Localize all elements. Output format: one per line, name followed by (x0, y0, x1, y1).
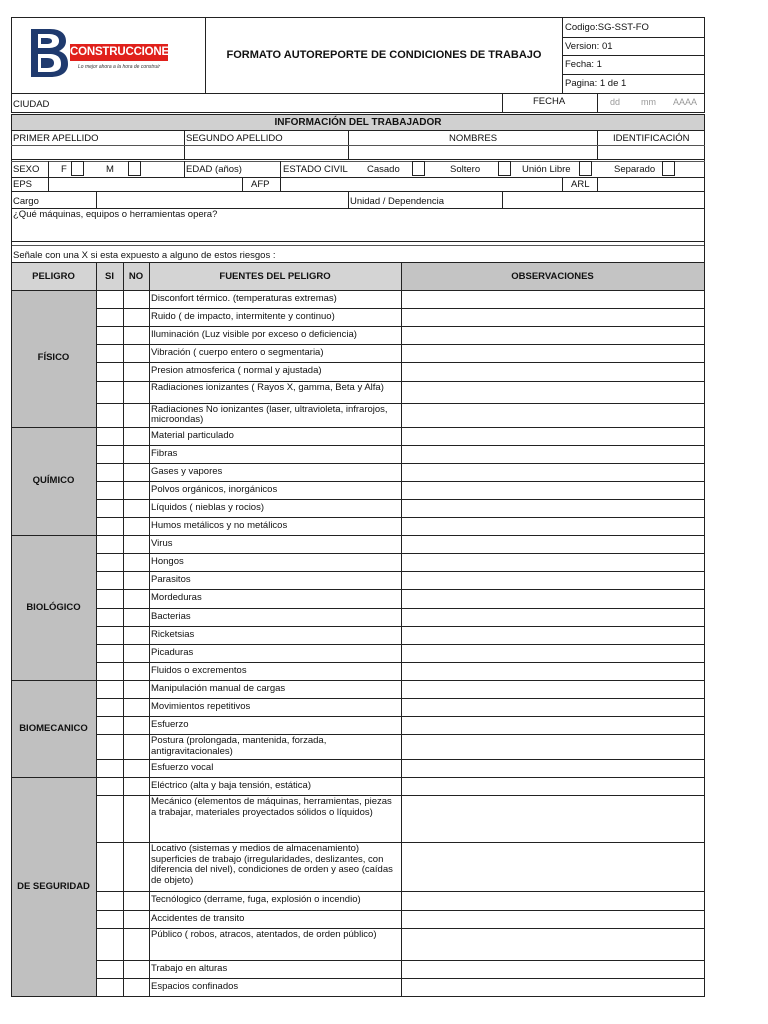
no-cell[interactable] (125, 761, 148, 776)
si-cell[interactable] (98, 519, 122, 534)
casado-label: Casado (367, 164, 400, 175)
segundo-apellido-label: SEGUNDO APELLIDO (186, 133, 283, 144)
no-cell[interactable] (125, 962, 148, 977)
date-year[interactable]: AAAA (673, 97, 698, 107)
observaciones-cell[interactable] (403, 383, 703, 402)
observaciones-cell[interactable] (403, 447, 703, 462)
no-cell[interactable] (125, 447, 148, 462)
no-cell[interactable] (125, 555, 148, 570)
risk-source: Parasitos (151, 574, 191, 586)
category-label: FÍSICO (37, 352, 70, 364)
risk-source: Ricketsias (151, 628, 195, 640)
no-cell[interactable] (125, 310, 148, 325)
header-peligro: PELIGRO (32, 271, 75, 282)
risk-source: Polvos orgánicos, inorgánicos (151, 483, 278, 495)
risk-source: Gases y vapores (151, 465, 223, 477)
observaciones-cell[interactable] (403, 364, 703, 379)
no-cell[interactable] (125, 519, 148, 534)
no-cell[interactable] (125, 483, 148, 498)
no-cell[interactable] (125, 328, 148, 343)
risk-source: Manipulación manual de cargas (151, 682, 286, 694)
observaciones-cell[interactable] (403, 893, 703, 908)
no-cell[interactable] (125, 980, 148, 995)
risk-source: Trabajo en alturas (151, 962, 228, 974)
sexo-m-label: M (106, 164, 114, 175)
header-no: NO (128, 271, 144, 282)
no-cell[interactable] (125, 912, 148, 927)
si-cell[interactable] (98, 405, 122, 426)
logo-slogan: Lo mejor ahora a la hora de construir (78, 64, 160, 70)
observaciones-cell[interactable] (403, 405, 703, 426)
sexo-label: SEXO (13, 164, 40, 175)
observaciones-cell[interactable] (403, 718, 703, 733)
si-cell[interactable] (98, 610, 122, 625)
si-cell[interactable] (98, 664, 122, 679)
si-cell[interactable] (98, 447, 122, 462)
no-cell[interactable] (125, 779, 148, 794)
no-cell[interactable] (125, 718, 148, 733)
risk-source: Postura (prolongada, mantenida, forzada, antigravitacionales) (151, 735, 327, 757)
observaciones-cell[interactable] (403, 537, 703, 552)
doc-date: Fecha: 1 (565, 59, 602, 70)
header-observaciones: OBSERVACIONES (511, 271, 594, 282)
observaciones-cell[interactable] (403, 700, 703, 715)
no-cell[interactable] (125, 700, 148, 715)
risk-source: Hongos (151, 556, 184, 568)
no-cell[interactable] (125, 383, 148, 402)
risk-source: Esfuerzo (151, 719, 189, 731)
maquinas-label: ¿Qué máquinas, equipos o herramientas opera? (13, 209, 218, 220)
identificacion-label: IDENTIFICACIÓN (613, 133, 690, 144)
si-cell[interactable] (98, 797, 122, 841)
si-cell[interactable] (98, 537, 122, 552)
si-cell[interactable] (98, 646, 122, 661)
form-title: FORMATO AUTOREPORTE DE CONDICIONES DE TRABAJO (226, 49, 542, 61)
si-cell[interactable] (98, 383, 122, 402)
no-cell[interactable] (125, 501, 148, 516)
si-cell[interactable] (98, 591, 122, 606)
si-cell[interactable] (98, 465, 122, 480)
observaciones-cell[interactable] (403, 761, 703, 776)
arl-label: ARL (571, 179, 590, 190)
si-cell[interactable] (98, 310, 122, 325)
observaciones-cell[interactable] (403, 328, 703, 343)
risk-source: Radiaciones No ionizantes (laser, ultravioleta, infrarojos, microondas) (151, 403, 388, 425)
no-cell[interactable] (125, 537, 148, 552)
sexo-f-label: F (61, 164, 67, 175)
risk-source: Radiaciones ionizantes ( Rayos X, gamma, Beta y Alfa) (151, 381, 384, 393)
risk-source: Movimientos repetitivos (151, 701, 251, 712)
si-cell[interactable] (98, 844, 122, 890)
observaciones-cell[interactable] (403, 573, 703, 588)
observaciones-cell[interactable] (403, 555, 703, 570)
date-month[interactable]: mm (641, 97, 656, 107)
edad-label: EDAD (años) (186, 164, 242, 175)
no-cell[interactable] (125, 646, 148, 661)
observaciones-cell[interactable] (403, 980, 703, 995)
observaciones-cell[interactable] (403, 465, 703, 480)
observaciones-cell[interactable] (403, 682, 703, 697)
no-cell[interactable] (125, 797, 148, 841)
no-cell[interactable] (125, 682, 148, 697)
observaciones-cell[interactable] (403, 591, 703, 606)
observaciones-cell[interactable] (403, 628, 703, 643)
no-cell[interactable] (125, 346, 148, 361)
header-si: SI (105, 271, 114, 282)
estado-civil-label: ESTADO CIVIL (283, 164, 348, 175)
observaciones-cell[interactable] (403, 797, 703, 841)
fecha-label: FECHA (533, 96, 566, 107)
risk-source: Esfuerzo vocal (151, 762, 214, 774)
eps-label: EPS (13, 179, 33, 190)
si-cell[interactable] (98, 718, 122, 733)
si-cell[interactable] (98, 930, 122, 959)
si-cell[interactable] (98, 364, 122, 379)
risk-source: Vibración ( cuerpo entero o segmentaria) (151, 347, 324, 359)
primer-apellido-label: PRIMER APELLIDO (13, 133, 99, 144)
risk-source: Eléctrico (alta y baja tensión, estática) (151, 780, 311, 792)
si-cell[interactable] (98, 912, 122, 927)
risk-source: Disconfort térmico. (temperaturas extremas) (151, 293, 337, 304)
afp-label: AFP (251, 179, 270, 190)
observaciones-cell[interactable] (403, 736, 703, 758)
no-cell[interactable] (125, 573, 148, 588)
soltero-checkbox[interactable] (498, 161, 511, 176)
risk-source: Fluidos o excrementos (151, 664, 247, 676)
observaciones-cell[interactable] (403, 519, 703, 534)
header-fuentes: FUENTES DEL PELIGRO (219, 271, 331, 282)
no-cell[interactable] (125, 429, 148, 444)
si-cell[interactable] (98, 761, 122, 776)
observaciones-cell[interactable] (403, 962, 703, 977)
no-cell[interactable] (125, 610, 148, 625)
union-libre-checkbox[interactable] (579, 161, 592, 176)
category-label: BIOMECANICO (19, 722, 88, 734)
risk-source: Mecánico (elementos de máquinas, herramientas, piezas a trabajar, materiales proyectados sólidos o líquidos) (151, 796, 392, 818)
doc-code: Codigo:SG-SST-FO (565, 22, 649, 33)
observaciones-cell[interactable] (403, 310, 703, 325)
si-cell[interactable] (98, 962, 122, 977)
si-cell[interactable] (98, 328, 122, 343)
risk-source: Bacterias (151, 610, 191, 622)
no-cell[interactable] (125, 292, 148, 307)
risk-source: Presion atmosferica ( normal y ajustada) (151, 365, 322, 377)
si-cell[interactable] (98, 429, 122, 444)
si-cell[interactable] (98, 628, 122, 643)
observaciones-cell[interactable] (403, 844, 703, 890)
risk-source: Fibras (151, 447, 178, 459)
worker-section-title: INFORMACIÓN DEL TRABAJADOR (274, 117, 442, 128)
casado-checkbox[interactable] (412, 161, 425, 176)
risk-source: Ruido ( de impacto, intermitente y continuo) (151, 311, 335, 323)
si-cell[interactable] (98, 893, 122, 908)
doc-version: Version: 01 (565, 41, 613, 52)
si-cell[interactable] (98, 573, 122, 588)
risk-source: Picaduras (151, 646, 194, 658)
date-day[interactable]: dd (610, 97, 621, 107)
logo-b-mark (28, 27, 70, 79)
risk-source: Accidentes de transito (151, 912, 245, 924)
no-cell[interactable] (125, 930, 148, 959)
no-cell[interactable] (125, 465, 148, 480)
risk-source: Público ( robos, atracos, atentados, de orden público) (151, 928, 377, 940)
observaciones-cell[interactable] (403, 779, 703, 794)
observaciones-cell[interactable] (403, 346, 703, 361)
ciudad-label: CIUDAD (13, 99, 50, 110)
observaciones-cell[interactable] (403, 664, 703, 679)
nombres-label: NOMBRES (449, 133, 498, 144)
risk-source: Virus (151, 538, 173, 550)
observaciones-cell[interactable] (403, 483, 703, 498)
risk-source: Material particulado (151, 429, 234, 441)
si-cell[interactable] (98, 779, 122, 794)
si-cell[interactable] (98, 501, 122, 516)
risk-source: Humos metálicos y no metálicos (151, 520, 288, 531)
si-cell[interactable] (98, 346, 122, 361)
no-cell[interactable] (125, 664, 148, 679)
no-cell[interactable] (125, 628, 148, 643)
risk-source: Tecnólogico (derrame, fuga, explosión o incendio) (151, 894, 361, 906)
risks-instruction: Señale con una X si esta expuesto a alguno de estos riesgos : (13, 250, 276, 261)
risk-source: Espacios confinados (151, 980, 239, 992)
separado-checkbox[interactable] (662, 161, 675, 176)
logo-name: CONSTRUCCIONES (70, 44, 168, 61)
risk-source: Locativo (sistemas y medios de almacenamiento) superficies de trabajo (irregularidades, deslizantes, con diferencia del nivel), condiciones de orden y aseo (caídas de objeto) (151, 843, 393, 886)
soltero-label: Soltero (450, 164, 481, 175)
category-label: DE SEGURIDAD (17, 880, 90, 892)
no-cell[interactable] (125, 405, 148, 426)
si-cell[interactable] (98, 555, 122, 570)
si-cell[interactable] (98, 736, 122, 758)
observaciones-cell[interactable] (403, 646, 703, 661)
observaciones-cell[interactable] (403, 610, 703, 625)
sexo-m-checkbox[interactable] (128, 161, 141, 176)
si-cell[interactable] (98, 980, 122, 995)
union-libre-label: Unión Libre (522, 164, 571, 175)
sexo-f-checkbox[interactable] (71, 161, 84, 176)
category-label: BIOLÓGICO (26, 601, 81, 613)
no-cell[interactable] (125, 591, 148, 606)
observaciones-cell[interactable] (403, 930, 703, 959)
category-label: QUÍMICO (32, 474, 75, 486)
si-cell[interactable] (98, 483, 122, 498)
no-cell[interactable] (125, 736, 148, 758)
unidad-label: Unidad / Dependencia (350, 196, 445, 207)
no-cell[interactable] (125, 364, 148, 379)
risk-source: Iluminación (Luz visible por exceso o deficiencia) (151, 329, 357, 341)
no-cell[interactable] (125, 844, 148, 890)
observaciones-cell[interactable] (403, 292, 703, 307)
si-cell[interactable] (98, 292, 122, 307)
risk-source: Líquidos ( nieblas y rocios) (151, 501, 264, 513)
no-cell[interactable] (125, 893, 148, 908)
cargo-label: Cargo (13, 196, 39, 207)
observaciones-cell[interactable] (403, 429, 703, 444)
si-cell[interactable] (98, 700, 122, 715)
separado-label: Separado (614, 164, 656, 175)
doc-page: Pagina: 1 de 1 (565, 78, 627, 89)
observaciones-cell[interactable] (403, 501, 703, 516)
si-cell[interactable] (98, 682, 122, 697)
risk-source: Mordeduras (151, 592, 202, 604)
observaciones-cell[interactable] (403, 912, 703, 927)
